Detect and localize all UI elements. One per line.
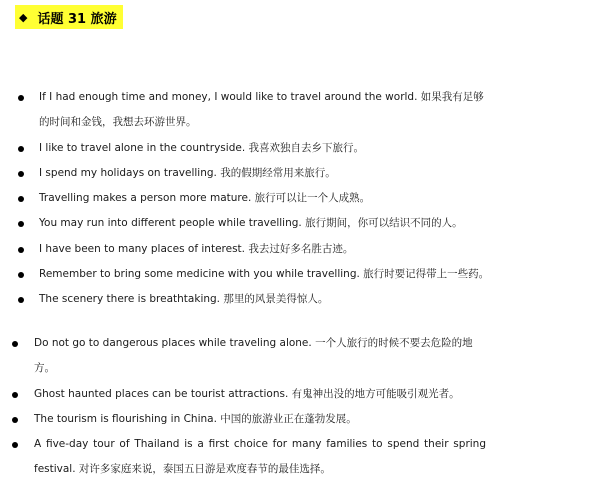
bullet-dot-icon (18, 146, 24, 152)
bullet-dot-icon (18, 272, 24, 278)
list-item (12, 382, 482, 407)
list-item (12, 407, 482, 432)
sentence-text: If I had enough time and money, I would like to travel around the world. 如果我有足够的时间和金钱，我想去环游世界。 (39, 91, 484, 129)
sentence-list-one (18, 85, 578, 313)
topic-header (15, 5, 123, 29)
bullet-dot-icon (12, 442, 18, 448)
sentence-list-two (12, 331, 486, 483)
sentence-text: You may run into different people while travelling. 旅行期间，你可以结识不同的人。 (39, 217, 463, 230)
sentence-text: I spend my holidays on travelling. 我的假期经常用来旅行。 (39, 166, 336, 179)
list-item (12, 331, 486, 382)
sentence-text: The tourism is flourishing in China. 中国的旅游业正在蓬勃发展。 (34, 412, 357, 425)
bullet-dot-icon (18, 171, 24, 177)
list-item (18, 211, 578, 236)
bullet-dot-icon (12, 392, 18, 398)
bullet-dot-icon (12, 341, 18, 347)
list-item (18, 186, 578, 211)
list-item (18, 262, 578, 287)
bullet-dot-icon (18, 221, 24, 227)
sentence-text: I like to travel alone in the countryside. 我喜欢独自去乡下旅行。 (39, 141, 364, 154)
sentence-text: Travelling makes a person more mature. 旅行可以让一个人成熟。 (39, 192, 371, 205)
bullet-dot-icon (18, 95, 24, 101)
list-item (18, 85, 494, 136)
list-item (18, 287, 578, 312)
sentence-text: Do not go to dangerous places while traveling alone. 一个人旅行的时候不要去危险的地方。 (34, 337, 473, 375)
list-item (18, 237, 578, 262)
sentence-text: I have been to many places of interest. 我去过好多名胜古迹。 (39, 242, 354, 255)
list-item (18, 136, 578, 161)
diamond-bullet-icon: ◆ (19, 10, 28, 24)
bullet-dot-icon (12, 417, 18, 423)
list-item (18, 161, 578, 186)
bullet-dot-icon (18, 247, 24, 253)
bullet-dot-icon (18, 196, 24, 202)
bullet-dot-icon (18, 297, 24, 303)
sentence-text: A five-day tour of Thailand is a first choice for many families to spend their spring festival. 对许多家庭来说，泰国五日游是欢度春节的最佳选择。 (34, 438, 486, 476)
list-item (12, 432, 486, 483)
topic-title: 话题 31 旅游 (37, 11, 117, 27)
sentence-text: The scenery there is breathtaking. 那里的风景美得惊人。 (39, 293, 329, 306)
sentence-text: Remember to bring some medicine with you while travelling. 旅行时要记得带上一些药。 (39, 268, 490, 281)
sentence-text: Ghost haunted places can be tourist attractions. 有鬼神出没的地方可能吸引观光者。 (34, 387, 460, 400)
